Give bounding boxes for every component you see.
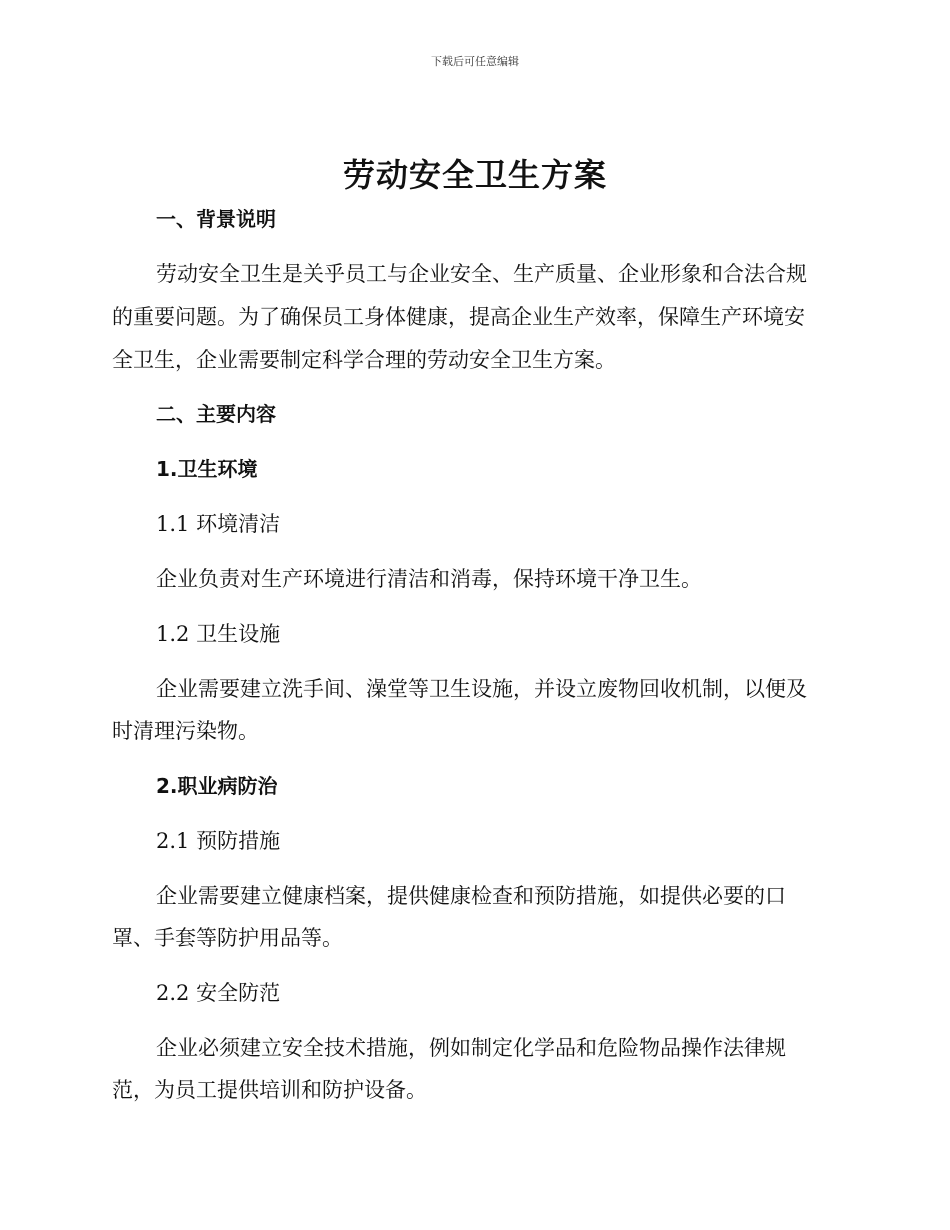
subsection-heading: 1.1 环境清洁: [156, 512, 281, 536]
section-heading-background: 一、背景说明: [156, 207, 276, 231]
subsection-heading-hygiene: 1.卫生环境: [156, 457, 258, 481]
subsection-heading: 2.2 安全防范: [156, 981, 281, 1005]
paragraph-line: 的重要问题。为了确保员工身体健康，提高企业生产效率，保障生产环境安: [112, 305, 805, 329]
paragraph-line: 企业必须建立安全技术措施，例如制定化学品和危险物品操作法律规: [156, 1036, 786, 1060]
subsection-heading-occupational: 2.职业病防治: [156, 774, 278, 798]
header-note: 下载后可任意编辑: [431, 55, 519, 68]
paragraph-line: 企业负责对生产环境进行清洁和消毒，保持环境干净卫生。: [156, 567, 702, 591]
subsection-heading: 1.2 卫生设施: [156, 622, 281, 646]
paragraph-line: 企业需要建立洗手间、澡堂等卫生设施，并设立废物回收机制，以便及: [156, 677, 807, 701]
paragraph-line: 范，为员工提供培训和防护设备。: [112, 1078, 427, 1102]
paragraph-line: 企业需要建立健康档案，提供健康检查和预防措施，如提供必要的口: [156, 884, 786, 908]
document-title: 劳动安全卫生方案: [342, 156, 607, 194]
paragraph-line: 全卫生，企业需要制定科学合理的劳动安全卫生方案。: [112, 348, 616, 372]
section-heading-main-content: 二、主要内容: [156, 402, 276, 426]
paragraph-line: 时清理污染物。: [112, 719, 259, 743]
paragraph-line: 罩、手套等防护用品等。: [112, 926, 343, 950]
subsection-heading: 2.1 预防措施: [156, 829, 281, 853]
paragraph-line: 劳动安全卫生是关乎员工与企业安全、生产质量、企业形象和合法合规: [156, 262, 807, 286]
